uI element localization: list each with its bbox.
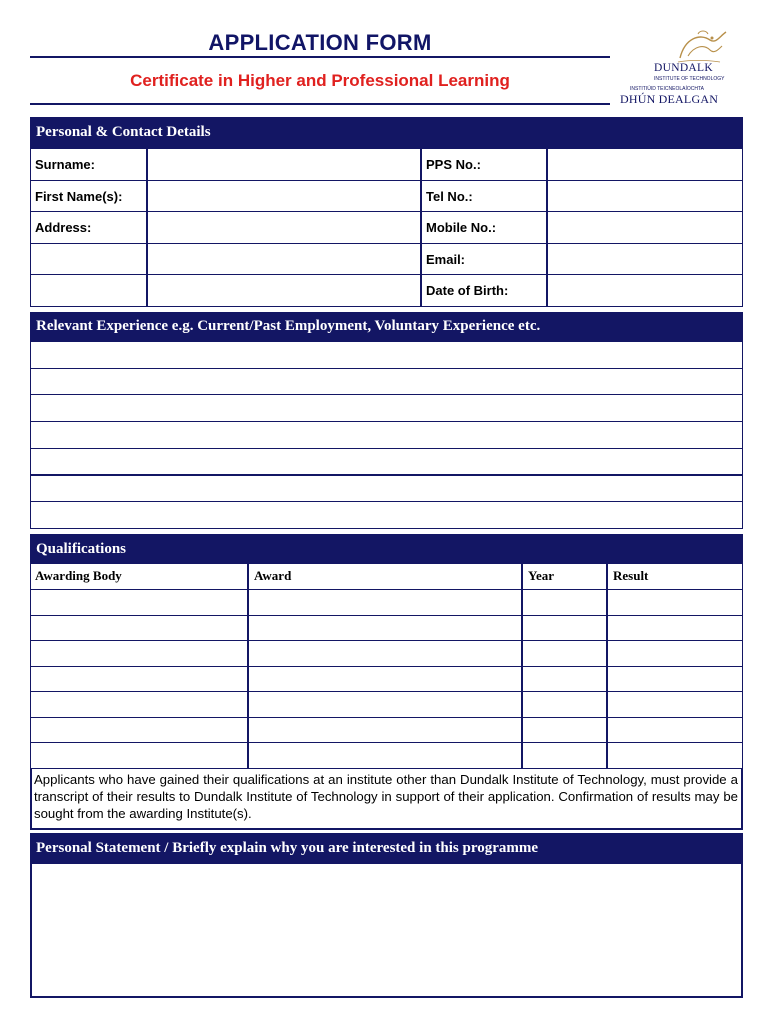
qualification-cell[interactable] — [30, 742, 248, 769]
experience-line[interactable] — [30, 368, 743, 396]
col-award: Award — [254, 568, 292, 583]
qualification-cell[interactable] — [522, 691, 607, 718]
personal-left-field[interactable] — [147, 274, 421, 307]
personal-right-label: Mobile No.: — [426, 220, 497, 236]
experience-line[interactable] — [30, 421, 743, 449]
qualification-cell[interactable] — [607, 666, 743, 693]
qualification-cell[interactable] — [30, 666, 248, 693]
personal-left-field[interactable] — [147, 148, 421, 181]
personal-right-field[interactable] — [547, 274, 743, 307]
personal-label-cell — [421, 211, 547, 244]
personal-label-cell — [421, 274, 547, 307]
logo-line2: INSTITIÚID TEICNEOLAÍOCHTA — [630, 86, 704, 92]
qualification-cell[interactable] — [522, 589, 607, 616]
personal-label-cell — [30, 180, 147, 213]
qualification-cell[interactable] — [248, 615, 522, 642]
qualification-cell[interactable] — [248, 666, 522, 693]
title-rule — [30, 56, 610, 58]
personal-right-field[interactable] — [547, 243, 743, 276]
personal-right-label: Email: — [426, 251, 466, 267]
personal-label-cell — [421, 148, 547, 181]
qualification-cell[interactable] — [30, 640, 248, 667]
col-year: Year — [528, 568, 554, 583]
subtitle-rule — [30, 103, 610, 105]
logo-irish-name: DHÚN DEALGAN — [620, 92, 719, 106]
personal-right-field[interactable] — [547, 211, 743, 244]
qualification-cell[interactable] — [248, 640, 522, 667]
personal-label-cell — [421, 180, 547, 213]
personal-left-field[interactable] — [147, 211, 421, 244]
qualification-cell[interactable] — [607, 615, 743, 642]
qualifications-note: Applicants who have gained their qualifications at an institute other than Dundalk Institute of Technology, must provide a transcript of their results to Dundalk Institute of Technology in support of their application. Confirmation of results may be sought from the awarding Institute(s). — [34, 772, 738, 821]
personal-label-cell — [30, 148, 147, 181]
personal-left-label: First Name(s): — [35, 188, 123, 204]
qualification-cell[interactable] — [607, 589, 743, 616]
personal-left-label: Address: — [35, 220, 92, 236]
personal-right-label: Tel No.: — [426, 188, 473, 204]
form-title: APPLICATION FORM — [208, 30, 432, 55]
personal-left-field[interactable] — [147, 243, 421, 276]
qualification-cell[interactable] — [522, 615, 607, 642]
institute-logo — [620, 28, 750, 110]
qualification-cell[interactable] — [248, 589, 522, 616]
qualification-cell[interactable] — [522, 717, 607, 744]
qualification-cell[interactable] — [30, 615, 248, 642]
qualification-cell[interactable] — [248, 742, 522, 769]
qualification-cell[interactable] — [607, 717, 743, 744]
qualification-cell[interactable] — [522, 742, 607, 769]
form-subtitle: Certificate in Higher and Professional Learning — [130, 71, 510, 90]
qualifications-heading: Qualifications — [30, 534, 743, 563]
qualification-cell[interactable] — [607, 640, 743, 667]
logo-name: DUNDALK — [654, 62, 713, 74]
experience-heading: Relevant Experience e.g. Current/Past Employment, Voluntary Experience etc. — [30, 312, 743, 341]
personal-details-heading: Personal & Contact Details — [30, 117, 743, 148]
experience-line[interactable] — [30, 394, 743, 422]
personal-label-cell — [421, 243, 547, 276]
personal-label-cell — [30, 274, 147, 307]
experience-line[interactable] — [30, 448, 743, 476]
qualification-cell[interactable] — [522, 666, 607, 693]
qualification-cell[interactable] — [30, 589, 248, 616]
personal-right-field[interactable] — [547, 180, 743, 213]
personal-right-field[interactable] — [547, 148, 743, 181]
qualification-cell[interactable] — [522, 640, 607, 667]
qualification-cell[interactable] — [30, 691, 248, 718]
statement-field[interactable] — [30, 862, 743, 998]
qualification-cell[interactable] — [607, 742, 743, 769]
statement-heading: Personal Statement / Briefly explain why you are interested in this programme — [30, 833, 743, 862]
personal-right-label: Date of Birth: — [426, 283, 509, 299]
qualification-cell[interactable] — [607, 691, 743, 718]
personal-label-cell — [30, 243, 147, 276]
personal-left-field[interactable] — [147, 180, 421, 213]
personal-left-label: Surname: — [35, 157, 95, 172]
personal-right-label: PPS No.: — [426, 157, 481, 172]
logo-line1: INSTITUTE OF TECHNOLOGY — [654, 76, 725, 82]
experience-line[interactable] — [30, 341, 743, 369]
qualification-cell[interactable] — [30, 717, 248, 744]
experience-line[interactable] — [30, 501, 743, 529]
experience-line[interactable] — [30, 475, 743, 503]
qualification-cell[interactable] — [248, 691, 522, 718]
qualification-cell[interactable] — [248, 717, 522, 744]
col-awarding-body: Awarding Body — [35, 568, 122, 583]
personal-label-cell — [30, 211, 147, 244]
col-result: Result — [613, 568, 649, 583]
